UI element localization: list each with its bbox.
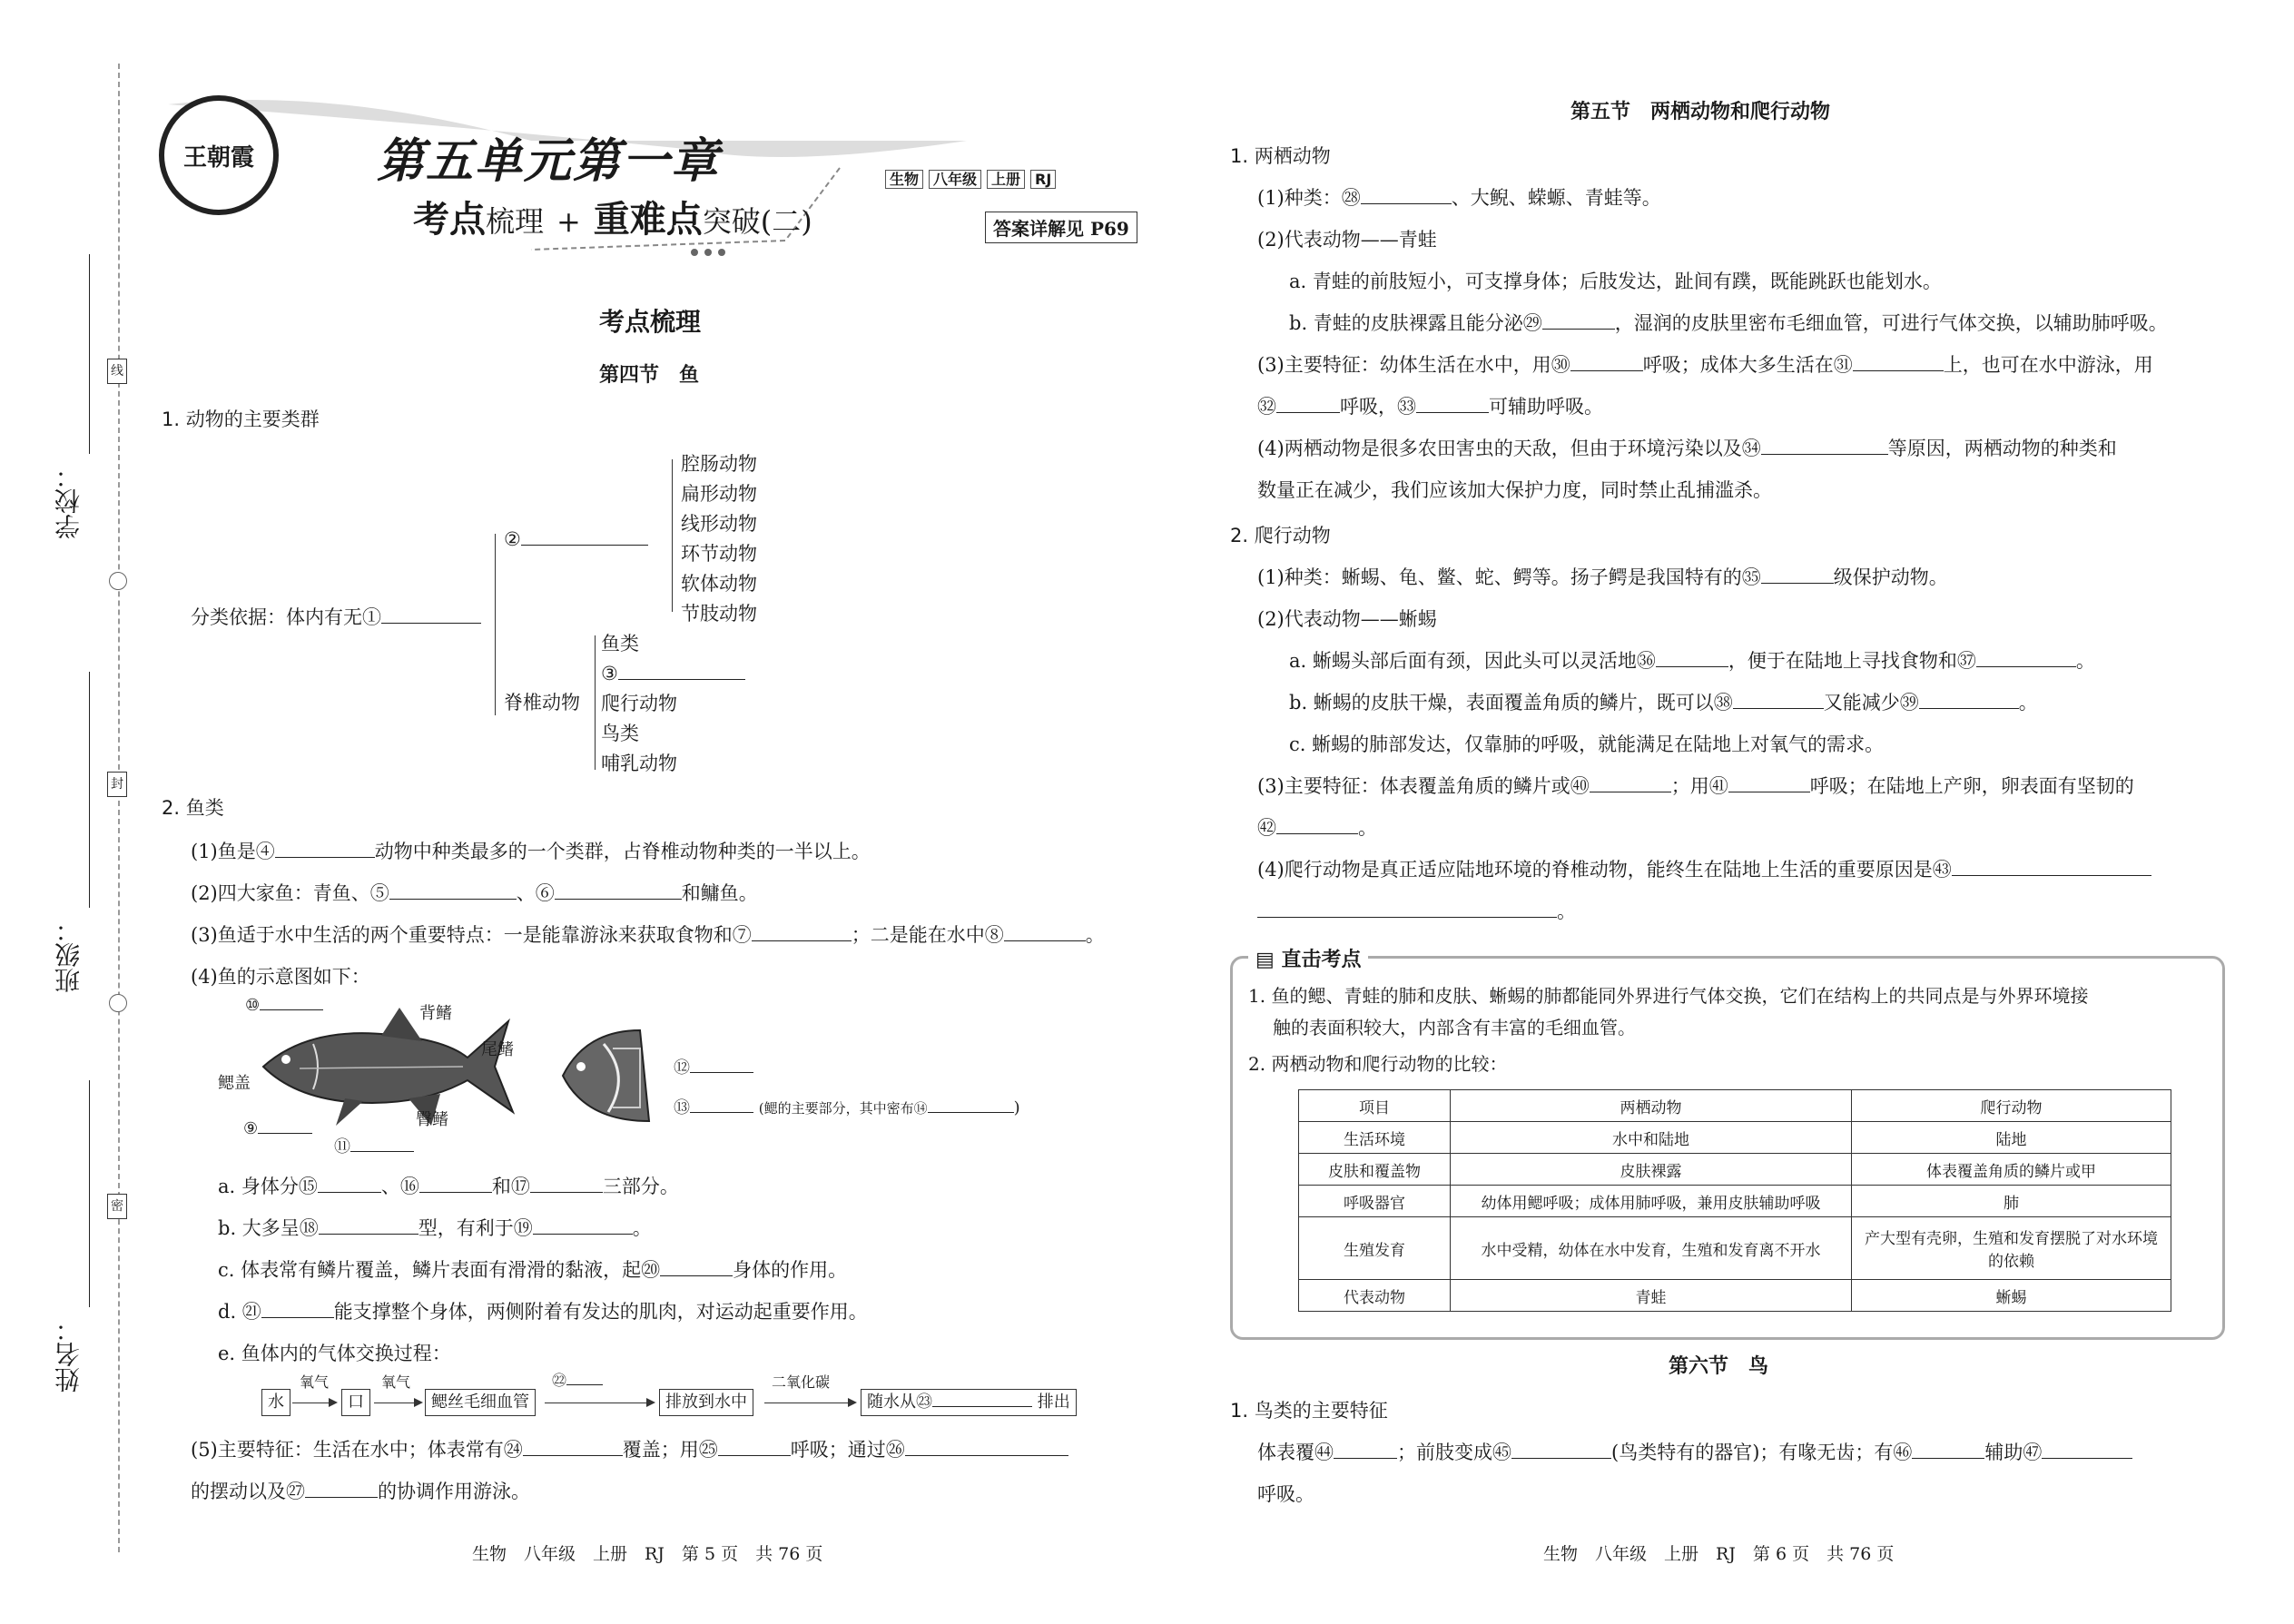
fish-p5	[191, 1439, 1068, 1461]
fish-illustration	[245, 1003, 517, 1130]
fish-p1	[191, 841, 871, 862]
subtitle-part-b: 梳理	[486, 204, 545, 239]
blank-38[interactable]	[1733, 692, 1824, 709]
table-cell: 生活环境	[1299, 1122, 1451, 1154]
r3-text-c: 上，也可在水中游泳，用	[1943, 354, 2153, 376]
b1-text-b: ；前肢变成㊺	[1397, 1442, 1511, 1463]
table-header: 爬行动物	[1852, 1090, 2171, 1122]
table-row	[1299, 1280, 2171, 1312]
seal-box-2: 封	[107, 772, 127, 797]
b1-text-c: (鸟类特有的器官)；有喙无齿；有㊻	[1611, 1442, 1913, 1463]
class-field[interactable]	[89, 672, 90, 908]
binding-hole-1	[109, 572, 127, 590]
n13-end: )	[1013, 1098, 1020, 1117]
subtitle-part-d: 突破(二)	[702, 204, 812, 239]
r2b-text-a: b. 青蛙的皮肤裸露且能分泌㉙	[1289, 312, 1542, 334]
fish-p3	[191, 924, 1105, 946]
blank-17[interactable]	[530, 1176, 603, 1193]
inv-item: 软体动物	[681, 573, 757, 595]
chapter-header	[150, 68, 1167, 272]
p3-text-b: ；二是能在水中⑧	[851, 924, 1004, 946]
table-cell: 蜥蜴	[1852, 1280, 2171, 1312]
fish-p4: (4)鱼的示意图如下：	[191, 966, 370, 988]
subtitle-part-a: 考点	[413, 198, 486, 241]
subtitle-part-c: 重难点	[593, 198, 703, 241]
exit-text: 排出	[1037, 1393, 1070, 1412]
invertebrate-list	[681, 449, 757, 629]
blank-40[interactable]	[1590, 775, 1671, 792]
blank-37[interactable]	[1976, 650, 2076, 667]
blank-22[interactable]	[566, 1372, 603, 1385]
table-cell: 陆地	[1852, 1122, 2171, 1154]
kp-tag-text: 直击考点	[1281, 949, 1362, 971]
pb-text-c: 。	[632, 1217, 652, 1239]
blank-43[interactable]	[1952, 859, 2151, 876]
blank-27[interactable]	[305, 1481, 378, 1498]
vert-item: 鱼类	[601, 633, 639, 655]
blank-39[interactable]	[1919, 692, 2019, 709]
flow-oxygen-a: 氧气	[300, 1373, 330, 1391]
label-n13	[674, 1096, 1020, 1119]
table-cell: 呼吸器官	[1299, 1186, 1451, 1217]
section5-title: 第五节 两栖动物和爬行动物	[1570, 100, 1831, 123]
fish-pe: e. 鱼体内的气体交换过程：	[218, 1343, 451, 1364]
blank-29[interactable]	[1542, 312, 1615, 330]
table-header: 项目	[1299, 1090, 1451, 1122]
publisher-logo	[159, 95, 279, 215]
n10-text: ⑩	[245, 996, 261, 1015]
blank-11[interactable]	[350, 1135, 414, 1152]
amph-p3	[1257, 354, 2153, 376]
vert-item: 爬行动物	[601, 693, 677, 714]
blank-24[interactable]	[523, 1439, 623, 1456]
pd-text-a: d. ㉑	[218, 1301, 261, 1323]
table-cell: 体表覆盖角质的鳞片或甲	[1852, 1154, 2171, 1186]
r3-text-e: 呼吸，㉝	[1340, 396, 1416, 418]
table-cell: 幼体用鳃呼吸；成体用肺呼吸，兼用皮肤辅助呼吸	[1451, 1186, 1852, 1217]
p5-text-b: 覆盖；用㉕	[622, 1439, 718, 1461]
pa-text-a: a. 身体分⑮	[218, 1176, 318, 1197]
blank-30[interactable]	[1570, 354, 1643, 371]
table-header-row	[1299, 1090, 2171, 1122]
k4-text-a: (4)爬行动物是真正适应陆地环境的脊椎动物，能终生在陆地上生活的重要原因是㊸	[1257, 859, 1952, 881]
blank-5[interactable]	[389, 882, 517, 900]
k3-text-c: 呼吸；在陆地上产卵，卵表面有坚韧的	[1809, 775, 2134, 797]
r4-text-a: (4)两栖动物是很多农田害虫的天敌，但由于环境污染以及㉞	[1257, 438, 1761, 459]
blank-34[interactable]	[1761, 438, 1888, 455]
blank-45[interactable]	[1511, 1442, 1611, 1459]
tag-grade: 八年级	[929, 170, 981, 189]
tag-edition: RJ	[1030, 170, 1056, 189]
blank-23[interactable]	[932, 1393, 1032, 1407]
r1-text-b: 、大鲵、蝾螈、青蛙等。	[1451, 187, 1661, 209]
blank-15[interactable]	[318, 1176, 381, 1193]
p5-text-e: 的协调作用游泳。	[378, 1481, 530, 1502]
pb-text-a: b. 大多呈⑱	[218, 1217, 319, 1239]
blank-42[interactable]	[1276, 817, 1358, 834]
seal-box-1: 线	[107, 359, 127, 384]
blank-46[interactable]	[1912, 1442, 1984, 1459]
flow-water: 水	[261, 1389, 290, 1416]
pc-text-b: 身体的作用。	[733, 1259, 848, 1281]
blank-14[interactable]	[928, 1096, 1014, 1113]
subtitle-plus: +	[556, 204, 581, 239]
rep-p1	[1257, 566, 1948, 588]
blank-13[interactable]	[690, 1096, 753, 1113]
node3-text: ③	[601, 663, 618, 684]
table-cell: 水中受精，幼体在水中发育，生殖和发育离不开水	[1451, 1217, 1852, 1280]
amph-p3-cont	[1257, 396, 1603, 418]
comparison-table	[1298, 1089, 2171, 1312]
fish-p5-cont	[191, 1481, 530, 1502]
k2a-text-b: ，便于在陆地上寻找食物和㊲	[1728, 650, 1976, 672]
tag-subject: 生物	[885, 170, 923, 189]
vertebrate-label: 脊椎动物	[504, 692, 580, 714]
blank-4[interactable]	[275, 841, 375, 858]
blank-43-cont[interactable]	[1257, 901, 1557, 918]
pa-text-d: 三部分。	[602, 1176, 679, 1197]
table-cell: 皮肤裸露	[1451, 1154, 1852, 1186]
vertebrate-list	[601, 629, 745, 779]
kp-point-1: 1. 鱼的鳃、青蛙的肺和皮肤、蜥蜴的肺都能同外界进行气体交换，它们在结构上的共同点是与外界环境接	[1248, 985, 2089, 1007]
k2b-text-b: 又能减少㊴	[1823, 692, 1919, 714]
section6-title: 第六节 鸟	[1669, 1354, 1769, 1378]
table-row	[1299, 1217, 2171, 1280]
seal-box-3: 密	[107, 1194, 127, 1219]
p1-text-a: (1)鱼是④	[191, 841, 275, 862]
inv-item: 腔肠动物	[681, 453, 757, 475]
flow-co2: 二氧化碳	[772, 1373, 831, 1391]
bird-p1	[1257, 1442, 2132, 1463]
flow-discharge: 排放到水中	[659, 1389, 753, 1416]
table-cell: 肺	[1852, 1186, 2171, 1217]
blank-18[interactable]	[319, 1217, 418, 1235]
section4-title: 第四节 鱼	[599, 363, 700, 387]
n13-note: (鳃的主要部分，其中密布⑭	[758, 1100, 928, 1117]
p5-text-d: 的摆动以及㉗	[191, 1481, 305, 1502]
table-header: 两栖动物	[1451, 1090, 1852, 1122]
q2-heading: 2. 鱼类	[162, 797, 224, 819]
fish-head-illustration	[558, 1021, 658, 1130]
blank-10[interactable]	[260, 993, 323, 1010]
label-n10	[245, 993, 323, 1017]
p2-text-a: (2)四大家鱼：青鱼、⑤	[191, 882, 389, 904]
binding-hole-2	[109, 994, 127, 1012]
right-footer: 生物 八年级 上册 RJ 第 6 页 共 76 页	[1543, 1544, 1895, 1564]
key-points-tag	[1248, 944, 1368, 972]
vert-item: 哺乳动物	[601, 753, 677, 774]
binding-strip	[0, 0, 123, 1624]
school-label: 学校：	[54, 463, 84, 539]
logo-text: 王朝霞	[182, 143, 254, 172]
k2a-text-c: 。	[2075, 650, 2095, 672]
blank-47[interactable]	[2042, 1442, 2132, 1459]
p5-text-c: 呼吸；通过㉖	[790, 1439, 905, 1461]
flow-oxygen-b: 氧气	[381, 1373, 411, 1391]
r3-text-f: 可辅助呼吸。	[1489, 396, 1603, 418]
kp-point-2: 2. 两栖动物和爬行动物的比较：	[1248, 1053, 1508, 1075]
blank-6[interactable]	[555, 882, 682, 900]
fish-pb	[218, 1217, 652, 1239]
blank-26[interactable]	[905, 1439, 1068, 1456]
label-anal-fin: 臀鳍	[416, 1110, 448, 1129]
blank-25[interactable]	[718, 1439, 791, 1456]
tree-basis	[191, 606, 481, 628]
table-row	[1299, 1186, 2171, 1217]
cut-line	[118, 64, 120, 1552]
n12-text: ⑫	[674, 1058, 690, 1078]
blank-44[interactable]	[1334, 1442, 1397, 1459]
vert-item	[601, 659, 745, 689]
blank-9[interactable]	[258, 1117, 312, 1134]
p2-text-b: 、⑥	[516, 882, 555, 904]
n13-text: ⑬	[674, 1098, 690, 1117]
bird-heading: 1. 鸟类的主要特征	[1230, 1400, 1388, 1422]
rep-p3	[1257, 775, 2134, 797]
fish-pc	[218, 1259, 847, 1281]
blank-32[interactable]	[1276, 396, 1340, 413]
amph-p2a: a. 青蛙的前肢短小，可支撑身体；后肢发达，趾间有蹼，既能跳跃也能划水。	[1289, 271, 1942, 292]
rep-p3-cont	[1257, 817, 1377, 839]
r4-text-b: 等原因，两栖动物的种类和	[1887, 438, 2117, 459]
blank-8[interactable]	[1004, 924, 1086, 941]
k2b-text-c: 。	[2018, 692, 2038, 714]
table-cell: 水中和陆地	[1451, 1122, 1852, 1154]
answer-reference: 答案详解见 P69	[985, 212, 1137, 243]
flow-gill-capillary: 鳃丝毛细血管	[425, 1389, 536, 1416]
blank-20[interactable]	[660, 1259, 733, 1276]
tree-node-2	[504, 528, 648, 550]
flow-exit	[861, 1389, 1077, 1416]
blank-12[interactable]	[690, 1056, 753, 1073]
r2b-text-b: ，湿润的皮肤里密布毛细血管，可进行气体交换，以辅助肺呼吸。	[1614, 312, 2168, 334]
vert-item: 鸟类	[601, 723, 639, 744]
tag-volume: 上册	[987, 170, 1025, 189]
blank-41[interactable]	[1728, 775, 1810, 792]
left-footer: 生物 八年级 上册 RJ 第 5 页 共 76 页	[472, 1544, 823, 1564]
p3-text-a: (3)鱼适于水中生活的两个重要特点：一是能靠游泳来获取食物和⑦	[191, 924, 752, 946]
amph-p2b	[1289, 312, 2168, 334]
n22-text: ㉒	[552, 1372, 567, 1389]
chapter-title: 第五单元第一章	[377, 133, 721, 189]
rep-p2c: c. 蜥蜴的肺部发达，仅靠肺的呼吸，就能满足在陆地上对氧气的需求。	[1289, 733, 1885, 755]
table-cell: 生殖发育	[1299, 1217, 1451, 1280]
k3-text-a: (3)主要特征：体表覆盖角质的鳞片或㊵	[1257, 775, 1590, 797]
school-field[interactable]	[89, 254, 90, 454]
p5-text-a: (5)主要特征：生活在水中；体表常有㉔	[191, 1439, 523, 1461]
k4-text-b: 。	[1557, 901, 1576, 922]
rep-p4	[1257, 859, 2151, 881]
book-icon: ▤	[1255, 949, 1282, 971]
blank-19[interactable]	[533, 1217, 633, 1235]
basis-text: 分类依据：体内有无①	[191, 606, 381, 628]
chapter-subtitle	[413, 191, 812, 242]
q1-heading: 1. 动物的主要类群	[162, 408, 320, 430]
label-tail-fin: 尾鳍	[481, 1040, 514, 1059]
table-cell: 青蛙	[1451, 1280, 1852, 1312]
pb-text-b: 型，有利于⑲	[418, 1217, 533, 1239]
from-text: 随水从㉓	[867, 1393, 932, 1412]
label-dorsal-fin: 背鳍	[419, 1004, 452, 1023]
pa-text-c: 和⑰	[491, 1176, 530, 1197]
rep-p4-cont	[1257, 901, 1576, 922]
pc-text-a: c. 体表常有鳞片覆盖，鳞片表面有滑滑的黏液，起⑳	[218, 1259, 661, 1281]
label-gill-cover: 鳃盖	[218, 1074, 251, 1093]
k2a-text-a: a. 蜥蜴头部后面有颈，因此头可以灵活地㊱	[1289, 650, 1656, 672]
inv-item: 环节动物	[681, 543, 757, 565]
tree-branch-vert	[595, 635, 596, 770]
node2-text: ②	[504, 528, 521, 550]
blank-31[interactable]	[1853, 354, 1944, 371]
fish-pa	[218, 1176, 679, 1197]
blank-16[interactable]	[419, 1176, 492, 1193]
inv-item: 线形动物	[681, 513, 757, 535]
name-label: 姓名：	[54, 1316, 84, 1393]
k2b-text-a: b. 蜥蜴的皮肤干燥，表面覆盖角质的鳞片，既可以㊳	[1289, 692, 1733, 714]
name-field[interactable]	[89, 1080, 90, 1307]
kp-point-1-cont: 触的表面积较大，内部含有丰富的毛细血管。	[1273, 1017, 1636, 1038]
rep-p2b	[1289, 692, 2038, 714]
tree-branch-inv	[672, 459, 673, 612]
inv-item: 扁形动物	[681, 483, 757, 505]
r1-text-a: (1)种类：㉘	[1257, 187, 1361, 209]
rep-p2: (2)代表动物——蜥蜴	[1257, 608, 1437, 630]
blank-3[interactable]	[618, 663, 745, 680]
book-tags	[885, 168, 1061, 189]
tree-branch-main	[495, 534, 496, 715]
class-label: 班级：	[54, 917, 84, 993]
r3-text-b: 呼吸；成体大多生活在㉛	[1642, 354, 1853, 376]
table-cell: 产大型有壳卵，生殖和发育摆脱了对水环境的依赖	[1852, 1217, 2171, 1280]
amph-p4	[1257, 438, 2117, 459]
blank-35[interactable]	[1761, 566, 1834, 584]
amph-p1	[1257, 187, 1661, 209]
amph-p4-cont: 数量正在减少，我们应该加大保护力度，同时禁止乱捕滥杀。	[1257, 479, 1772, 501]
k3-text-d: ㊷	[1257, 817, 1276, 839]
pd-text-b: 能支撑整个身体，两侧附着有发达的肌肉，对运动起重要作用。	[333, 1301, 868, 1323]
section-title: 考点梳理	[599, 307, 702, 337]
pa-text-b: 、⑯	[380, 1176, 419, 1197]
b1-text-a: 体表覆㊹	[1257, 1442, 1334, 1463]
blank-2[interactable]	[521, 528, 648, 546]
inv-item: 节肢动物	[681, 603, 757, 625]
label-n9	[243, 1117, 312, 1140]
amph-p2: (2)代表动物——青蛙	[1257, 229, 1437, 251]
blank-36[interactable]	[1656, 650, 1728, 667]
n9-text: ⑨	[243, 1119, 259, 1138]
k3-text-e: 。	[1358, 817, 1377, 839]
table-row	[1299, 1154, 2171, 1186]
blank-1[interactable]	[381, 606, 481, 624]
p2-text-c: 和鳙鱼。	[681, 882, 758, 904]
amphibian-heading: 1. 两栖动物	[1230, 145, 1331, 167]
table-row	[1299, 1122, 2171, 1154]
rep-p2a	[1289, 650, 2095, 672]
k3-text-b: ；用㊶	[1670, 775, 1728, 797]
n11-text: ⑪	[334, 1137, 350, 1156]
table-cell: 皮肤和覆盖物	[1299, 1154, 1451, 1186]
r3-text-a: (3)主要特征：幼体生活在水中，用㉚	[1257, 354, 1570, 376]
label-n12	[674, 1056, 753, 1079]
flow-mouth: 口	[341, 1389, 370, 1416]
reptile-heading: 2. 爬行动物	[1230, 525, 1331, 546]
p3-text-c: 。	[1085, 924, 1105, 946]
p1-text-b: 动物中种类最多的一个类群，占脊椎动物种类的一半以上。	[374, 841, 871, 862]
label-n11	[334, 1135, 414, 1158]
fish-p2	[191, 882, 758, 904]
table-cell: 代表动物	[1299, 1280, 1451, 1312]
fish-pd	[218, 1301, 868, 1323]
blank-7[interactable]	[752, 924, 852, 941]
bird-p1-cont: 呼吸。	[1257, 1483, 1314, 1505]
k1-text-b: 级保护动物。	[1833, 566, 1948, 588]
blank-28[interactable]	[1361, 187, 1452, 204]
k1-text-a: (1)种类：蜥蜴、龟、鳖、蛇、鳄等。扬子鳄是我国特有的㉟	[1257, 566, 1761, 588]
r3-text-d: ㉜	[1257, 396, 1276, 418]
flow-n22	[552, 1369, 603, 1390]
blank-21[interactable]	[261, 1301, 334, 1318]
blank-33[interactable]	[1416, 396, 1489, 413]
b1-text-d: 辅助㊼	[1984, 1442, 2043, 1463]
